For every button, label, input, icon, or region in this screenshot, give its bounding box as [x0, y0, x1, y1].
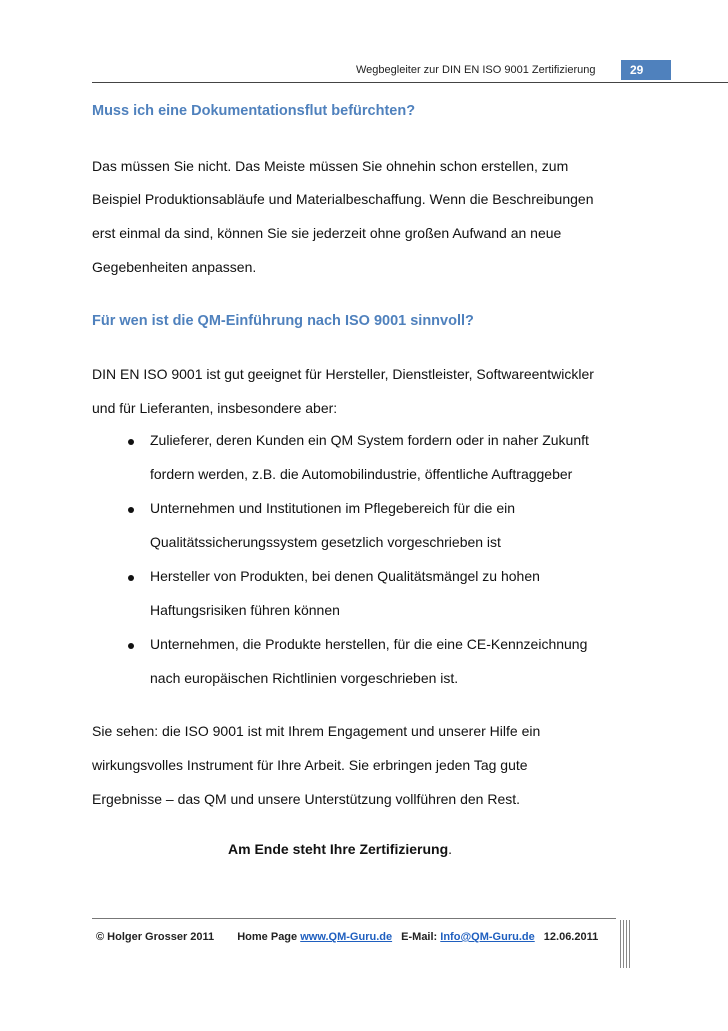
- list-item-continuation: Haftungsrisiken führen können: [150, 602, 340, 618]
- list-item: Unternehmen und Institutionen im Pflegebereich für die ein: [150, 500, 515, 516]
- paragraph-line: Sie sehen: die ISO 9001 ist mit Ihrem Engagement und unserer Hilfe ein: [92, 723, 541, 739]
- bullet-icon: [128, 575, 134, 581]
- paragraph-line: Ergebnisse – das QM und unsere Unterstützung vollführen den Rest.: [92, 791, 521, 807]
- paragraph-line: wirkungsvolles Instrument für Ihre Arbeit. Sie erbringen jeden Tag gute: [92, 757, 528, 773]
- footer-copyright: © Holger Grosser 2011: [96, 931, 215, 943]
- paragraph-line: Das müssen Sie nicht. Das Meiste müssen Sie ohnehin schon erstellen, zum: [92, 158, 569, 174]
- closing-bold-text: Am Ende steht Ihre Zertifizierung: [228, 841, 449, 857]
- footer-decorative-bars: [620, 920, 632, 968]
- bullet-icon: [128, 439, 134, 445]
- closing-statement: [228, 841, 452, 857]
- footer-email-link[interactable]: Info@QM-Guru.de: [440, 931, 535, 943]
- list-item-continuation: Qualitätssicherungssystem gesetzlich vorgeschrieben ist: [150, 534, 501, 550]
- closing-period: .: [448, 841, 453, 857]
- list-item: Unternehmen, die Produkte herstellen, für die eine CE-Kennzeichnung: [150, 636, 588, 652]
- list-item: Hersteller von Produkten, bei denen Qualitätsmängel zu hohen: [150, 568, 540, 584]
- footer-email-label: E-Mail:: [401, 931, 438, 943]
- footer-homepage-link[interactable]: www.QM-Guru.de: [300, 931, 393, 943]
- list-item-continuation: nach europäischen Richtlinien vorgeschrieben ist.: [150, 670, 459, 686]
- paragraph-line: erst einmal da sind, können Sie sie jederzeit ohne großen Aufwand an neue: [92, 225, 562, 241]
- running-header: Wegbegleiter zur DIN EN ISO 9001 Zertifizierung: [356, 64, 596, 76]
- paragraph-line: und für Lieferanten, insbesondere aber:: [92, 400, 338, 416]
- paragraph-line: Beispiel Produktionsabläufe und Materialbeschaffung. Wenn die Beschreibungen: [92, 191, 594, 207]
- footer-date: 12.06.2011: [543, 931, 599, 943]
- list-item-continuation: fordern werden, z.B. die Automobilindustrie, öffentliche Auftraggeber: [150, 466, 573, 482]
- list-item: Zulieferer, deren Kunden ein QM System fordern oder in naher Zukunft: [150, 432, 589, 448]
- bullet-icon: [128, 507, 134, 513]
- paragraph-line: Gegebenheiten anpassen.: [92, 259, 257, 275]
- page-number: 29: [621, 60, 671, 80]
- page-footer: [96, 931, 598, 943]
- header-rule: [92, 82, 728, 83]
- section-heading-target-group: Für wen ist die QM-Einführung nach ISO 9001 sinnvoll?: [92, 313, 474, 329]
- section-heading-documentation: Muss ich eine Dokumentationsflut befürchten?: [92, 103, 416, 119]
- bullet-icon: [128, 643, 134, 649]
- paragraph-line: DIN EN ISO 9001 ist gut geeignet für Hersteller, Dienstleister, Softwareentwickler: [92, 366, 594, 382]
- footer-homepage-label: Home Page: [237, 931, 298, 943]
- footer-rule: [92, 918, 616, 919]
